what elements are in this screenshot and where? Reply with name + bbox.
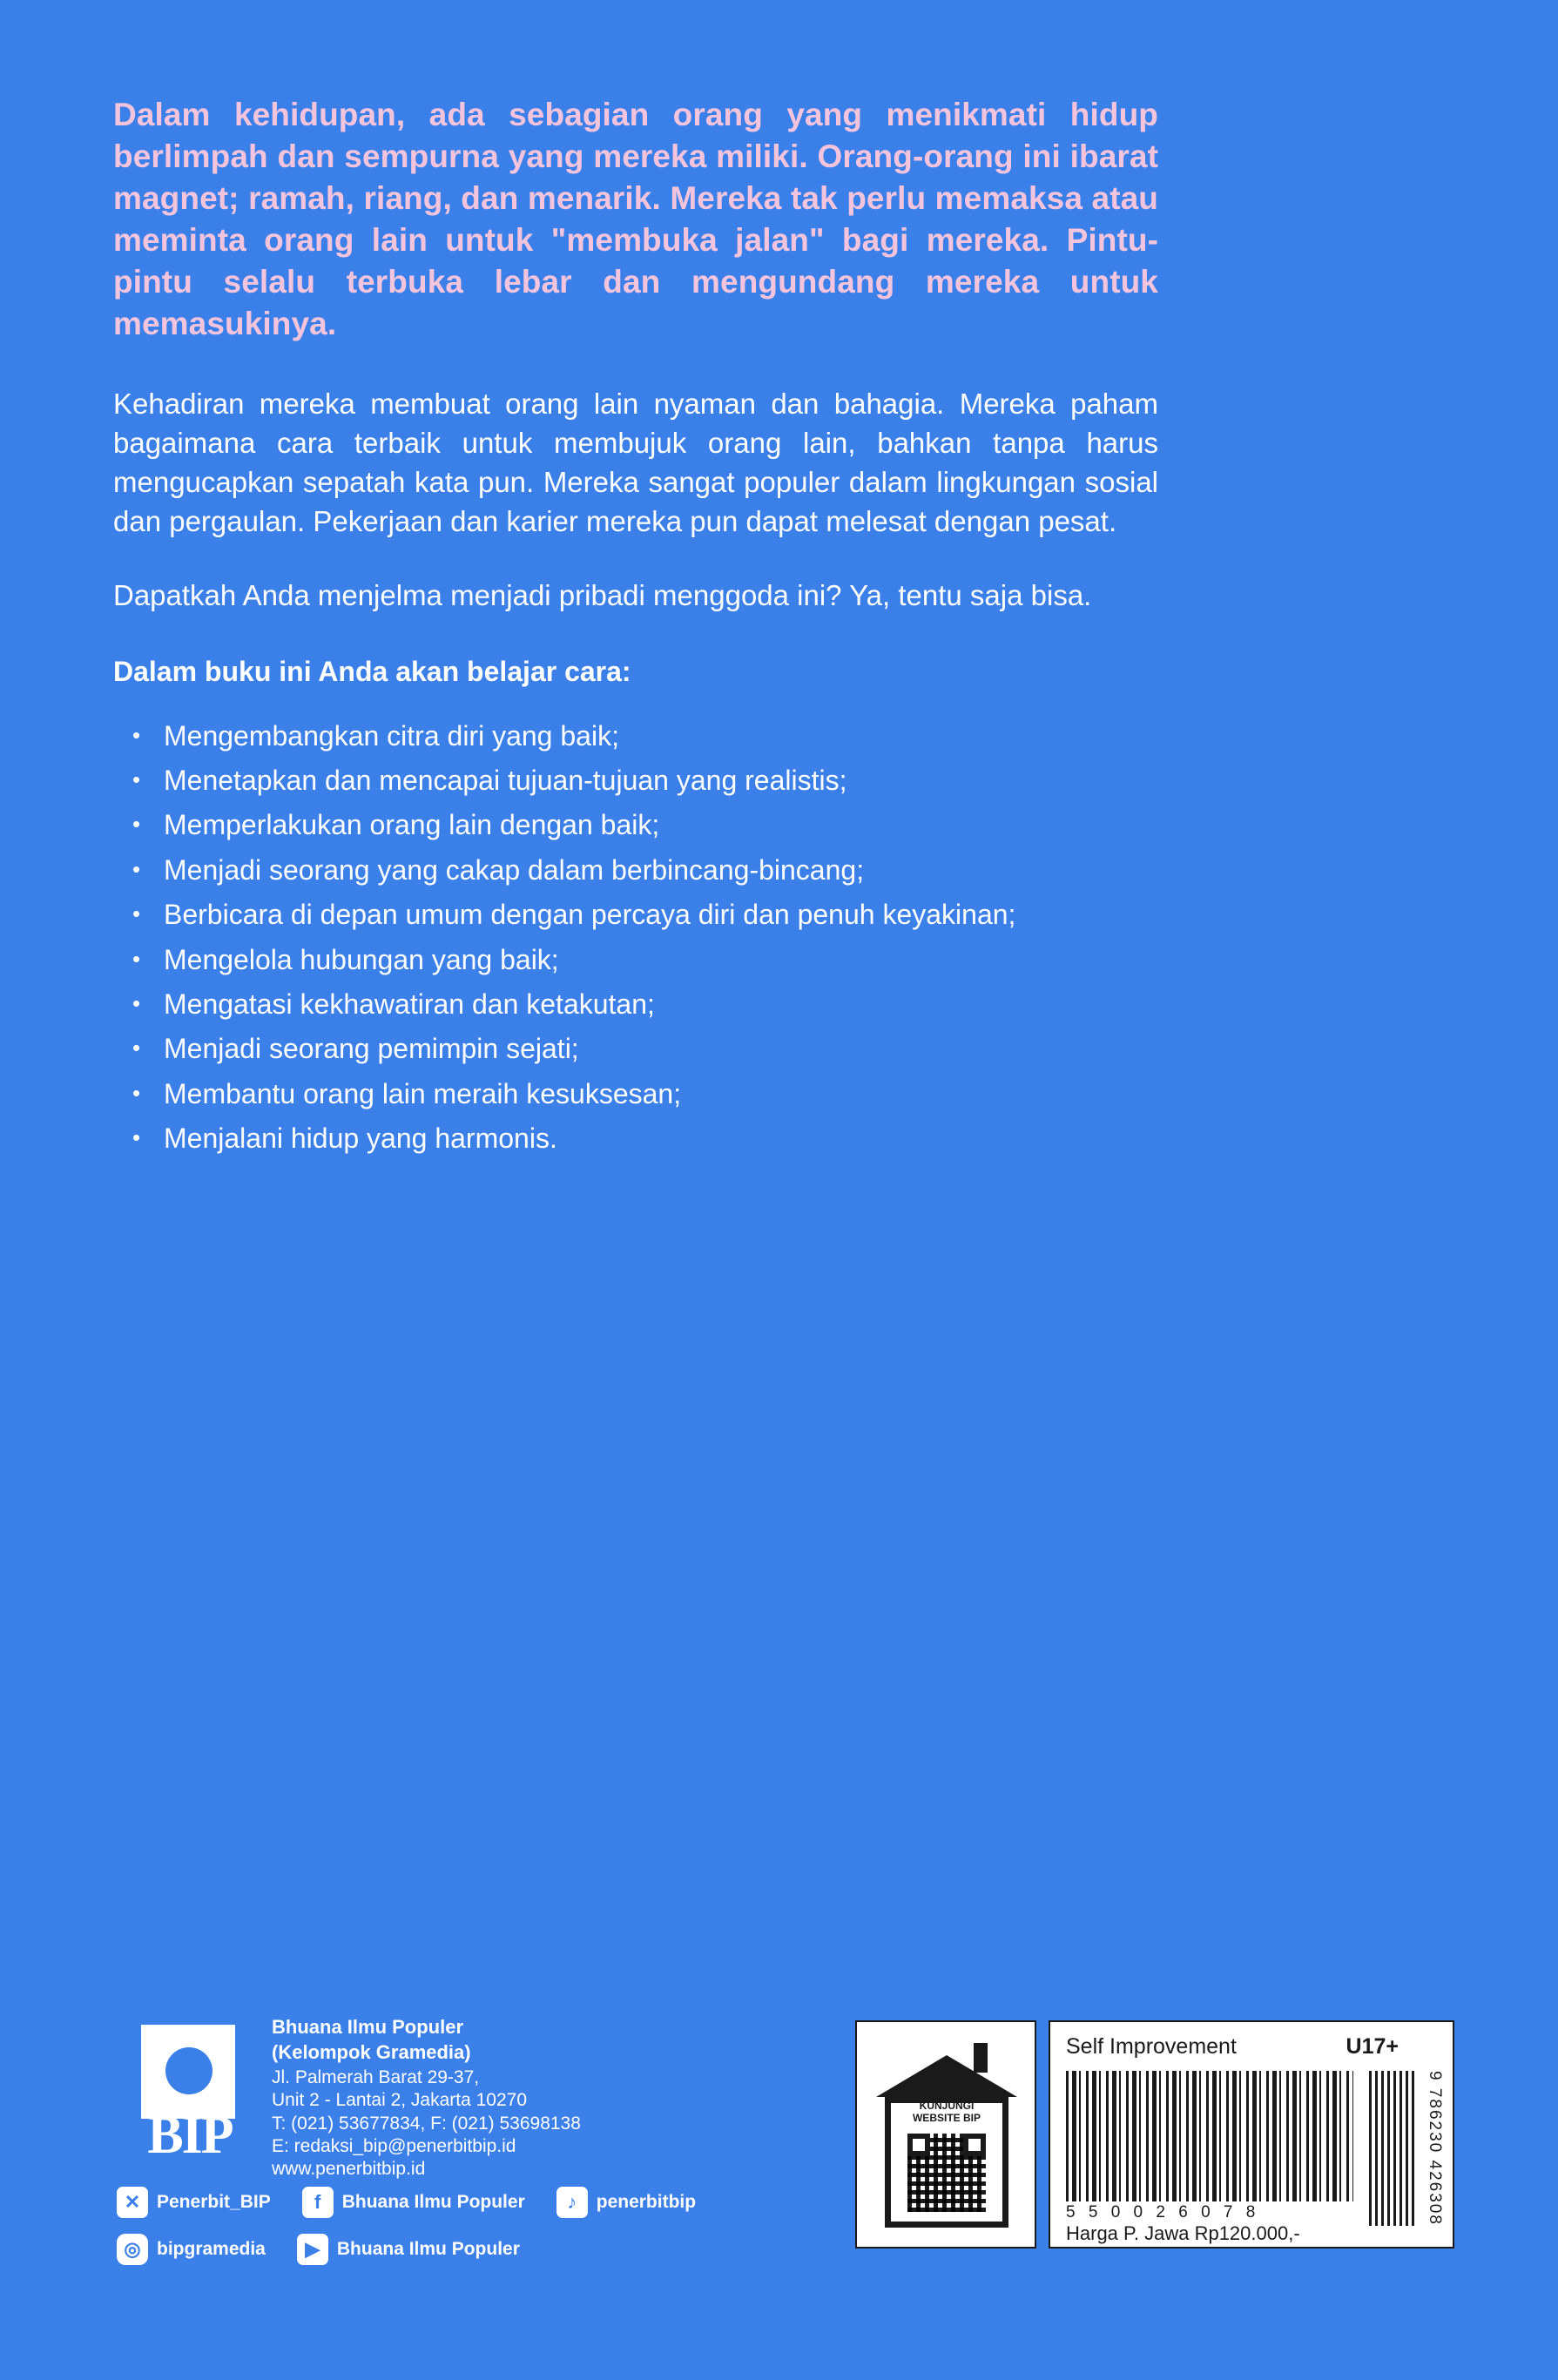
social-row-1 <box>117 2187 779 2218</box>
cover-footer <box>113 2016 1454 2277</box>
logo-dot <box>165 2047 212 2094</box>
isbn-panel <box>1049 2020 1454 2249</box>
house-roof <box>876 2055 1017 2097</box>
lead-paragraph: Dalam kehidupan, ada sebagian orang yang menikmati hidup berlimpah dan sempurna yang mereka miliki. Orang-orang ini ibarat magnet; ramah, riang, dan menarik. Mereka tak perlu memaksa atau meminta orang lain untuk "membuka jalan" bagi mereka. Pintu-pintu selalu terbuka lebar dan mengundang mereka untuk memasukinya. <box>113 97 1158 342</box>
isbn-barcode-bars <box>1369 2071 1418 2226</box>
publisher-name-line-2: (Kelompok Gramedia) <box>272 2040 471 2063</box>
benefits-list <box>113 716 1158 1159</box>
youtube-icon: ▶ <box>297 2234 328 2265</box>
tiktok-icon: ♪ <box>556 2187 588 2218</box>
social-facebook-label: Bhuana Ilmu Populer <box>341 2192 525 2212</box>
list-item: • Menjadi seorang yang cakap dalam berbincang-bincang; <box>113 850 1158 890</box>
publisher-info <box>272 2016 768 2181</box>
social-tiktok-label: penerbitbip <box>596 2192 697 2212</box>
social-instagram[interactable] <box>117 2234 266 2265</box>
publisher-name-line-1: Bhuana Ilmu Populer <box>272 2016 464 2038</box>
barcode-bars <box>1066 2071 1353 2201</box>
list-item: • Menjadi seorang pemimpin sejati; <box>113 1028 1158 1069</box>
social-x-twitter-label: Penerbit_BIP <box>157 2192 271 2212</box>
social-links <box>117 2187 779 2281</box>
instagram-icon: ◎ <box>117 2234 148 2265</box>
x-twitter-icon: ✕ <box>117 2187 148 2218</box>
list-heading: Dalam buku ini Anda akan belajar cara: <box>113 655 631 687</box>
publisher-email: E: redaksi_bip@penerbitbip.id <box>272 2136 516 2157</box>
qr-caption-line-2: WEBSITE BIP <box>912 2111 981 2124</box>
category-label: Self Improvement <box>1066 2034 1237 2059</box>
list-item: • Membantu orang lain meraih kesuksesan; <box>113 1074 1158 1114</box>
list-item: • Menetapkan dan mencapai tujuan-tujuan yang realistis; <box>113 760 1158 800</box>
bip-logo <box>120 2025 260 2168</box>
social-youtube[interactable] <box>297 2234 520 2265</box>
social-facebook[interactable] <box>302 2187 525 2218</box>
list-item: • Mengatasi kekhawatiran dan ketakutan; <box>113 984 1158 1024</box>
list-item: • Berbicara di depan umum dengan percaya diri dan penuh keyakinan; <box>113 894 1158 934</box>
isbn-digits: 9 786230 426308 <box>1426 2071 1444 2226</box>
publisher-phone: T: (021) 53677834, F: (021) 53698138 <box>272 2113 581 2134</box>
social-tiktok[interactable] <box>556 2187 696 2218</box>
publisher-website: www.penerbitbip.id <box>272 2159 426 2180</box>
logo-wordmark: BIP <box>147 2106 233 2165</box>
paragraph-2: Kehadiran mereka membuat orang lain nyaman dan bahagia. Mereka paham bagaimana cara terbaik untuk membujuk orang lain, bahkan tanpa harus mengucapkan sepatah kata pun. Mereka sangat populer dalam lingkungan sosial dan pergaulan. Pekerjaan dan karier mereka pun dapat melesat dengan pesat. <box>113 387 1158 538</box>
publisher-address-line-2: Unit 2 - Lantai 2, Jakarta 10270 <box>272 2090 528 2111</box>
list-item: • Mengembangkan citra diri yang baik; <box>113 716 1158 756</box>
qr-caption-line-1: KUNJUNGI <box>919 2100 975 2112</box>
house-qr-icon <box>876 2036 1017 2235</box>
list-item: • Mengelola hubungan yang baik; <box>113 940 1158 980</box>
social-instagram-label: bipgramedia <box>157 2239 266 2259</box>
social-x-twitter[interactable] <box>117 2187 271 2218</box>
qr-panel[interactable] <box>855 2020 1036 2249</box>
barcode-digits: 5 5 0 0 2 6 0 7 8 <box>1066 2203 1260 2222</box>
social-youtube-label: Bhuana Ilmu Populer <box>336 2239 520 2259</box>
qr-caption <box>876 2100 1017 2125</box>
back-cover-text-block <box>113 94 1158 1163</box>
list-item: • Menjalani hidup yang harmonis. <box>113 1118 1158 1158</box>
age-rating-badge: U17+ <box>1346 2034 1399 2059</box>
paragraph-3: Dapatkah Anda menjelma menjadi pribadi menggoda ini? Ya, tentu saja bisa. <box>113 579 1092 612</box>
list-item: • Memperlakukan orang lain dengan baik; <box>113 805 1158 845</box>
qr-code <box>907 2134 986 2212</box>
publisher-address-line-1: Jl. Palmerah Barat 29-37, <box>272 2066 480 2087</box>
barcode-area <box>855 2020 1454 2249</box>
price-label: Harga P. Jawa Rp120.000,- <box>1066 2222 1300 2244</box>
social-row-2 <box>117 2234 779 2265</box>
facebook-icon: f <box>302 2187 334 2218</box>
